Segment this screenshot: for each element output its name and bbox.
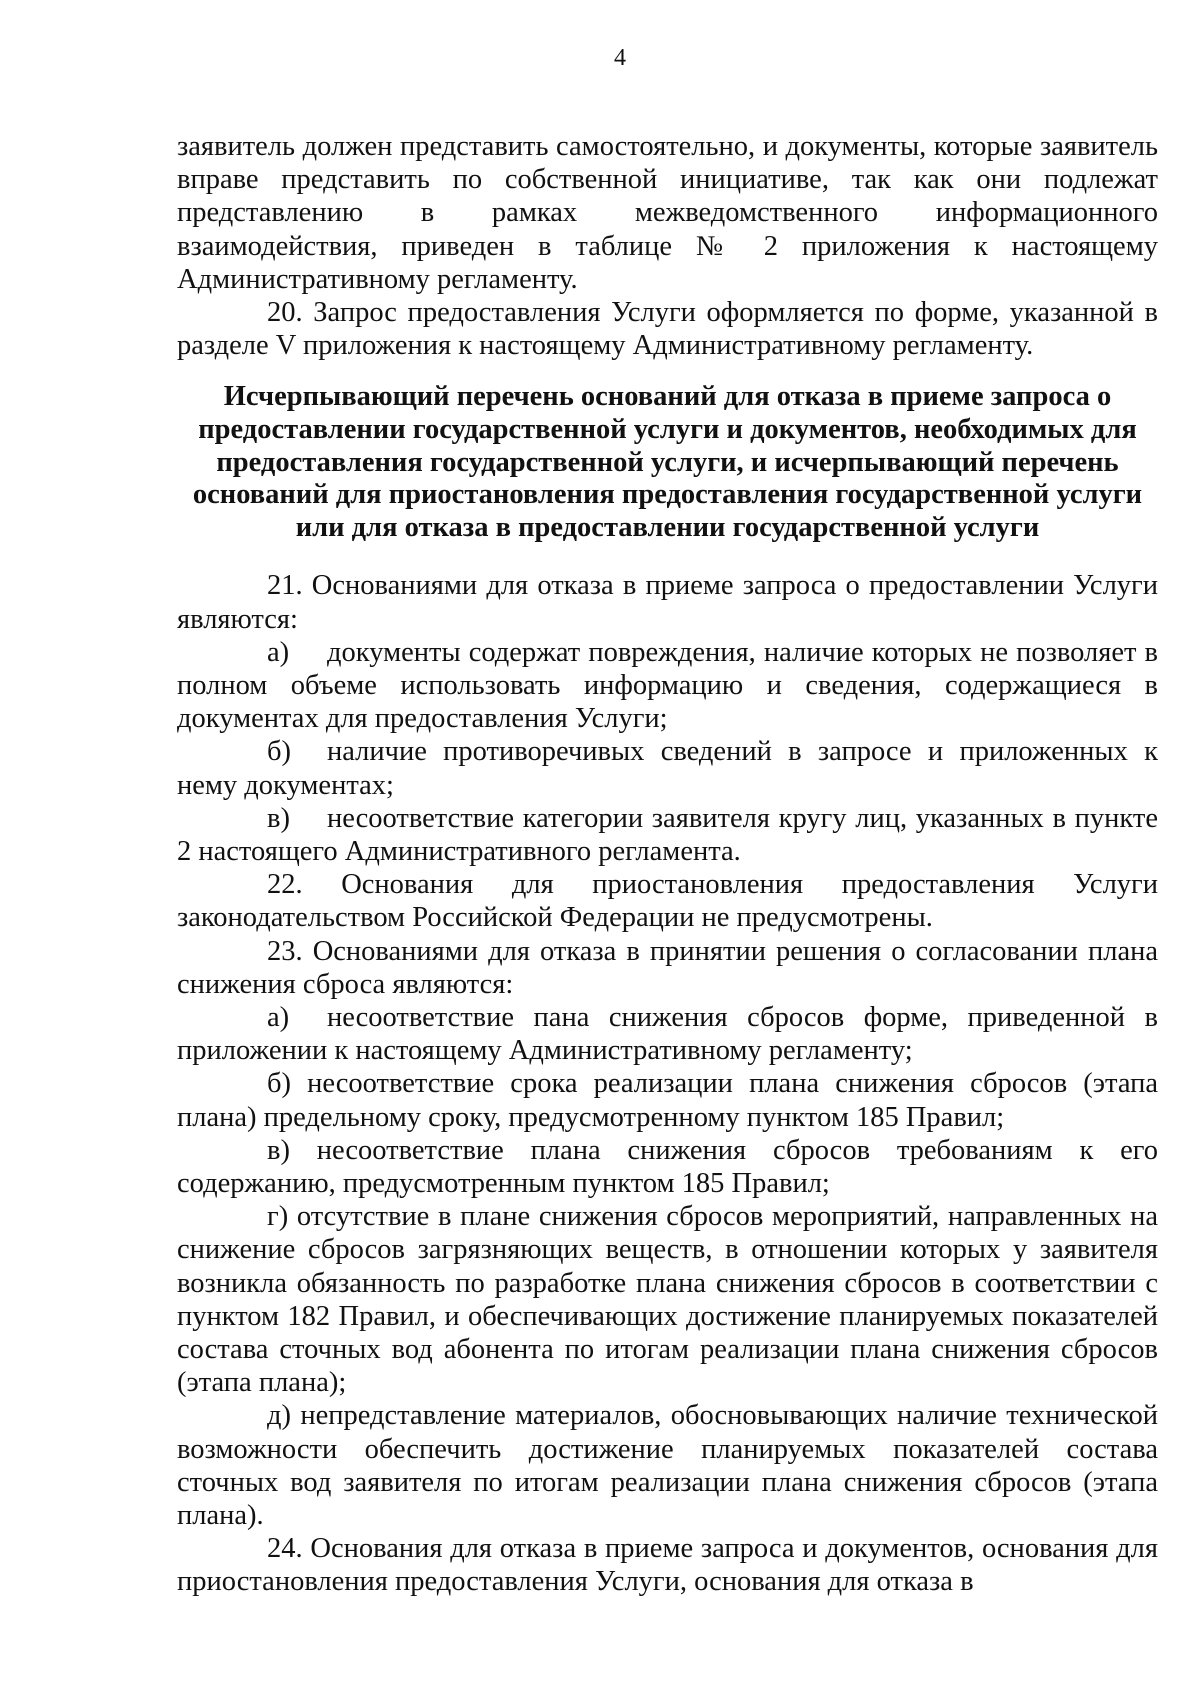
item-text: несоответствие категории заявителя кругу лиц, указанных в пункте 2 настоящего Административного регламента. [177,802,1158,868]
paragraph-21-v [177,802,1158,868]
paragraph-23-d: д) непредставление материалов, обосновывающих наличие технической возможности обеспечить достижение планируемых показателей состава сточных вод заявителя по итогам реализации плана снижения сбросов (этапа плана). [177,1400,1158,1532]
paragraph-20: 20. Запрос предоставления Услуги оформляется по форме, указанной в разделе V приложения к настоящему Административному регламенту. [177,297,1158,362]
paragraph-21: 21. Основаниями для отказа в приеме запроса о предоставлении Услуги являются: [177,570,1158,635]
paragraph-21-b [177,735,1158,801]
paragraph-23-b: б) несоответствие срока реализации плана снижения сбросов (этапа плана) предельному сроку, предусмотренному пунктом 185 Правил; [177,1068,1158,1133]
paragraph-23-g: г) отсутствие в плане снижения сбросов мероприятий, направленных на снижение сбросов загрязняющих веществ, в отношении которых у заявителя возникла обязанность по разработке плана снижения сбросов в соответствии с пунктом 182 Правил, и обеспечивающих достижение планируемых показателей состава сточных вод абонента по итогам реализации плана снижения сбросов (этапа плана); [177,1201,1158,1399]
paragraph-23-v: в) несоответствие плана снижения сбросов требованиям к его содержанию, предусмотренным пунктом 185 Правил; [177,1134,1158,1200]
item-text: наличие противоречивых сведений в запросе и приложенных к нему документах; [177,736,1158,801]
document-body [177,130,1158,1599]
paragraph-23-a [177,1001,1158,1067]
paragraph-23: 23. Основаниями для отказа в принятии решения о согласовании плана снижения сброса являются: [177,935,1158,1000]
item-label: в) [267,802,290,834]
item-text: несоответствие пана снижения сбросов форме, приведенной в приложении к настоящему Административному регламенту; [177,1002,1158,1067]
item-label: б) [267,736,291,768]
paragraph-21-a [177,636,1158,736]
item-label: а) [267,636,290,668]
paragraph-continuation: заявитель должен представить самостоятельно, и документы, которые заявитель вправе представить по собственной инициативе, так как они подлежат представлению в рамках межведомственного информационного взаимодействия, приведен в таблице № 2 приложения к настоящему Административному регламенту. [177,131,1158,295]
page-number: 4 [614,45,626,71]
paragraph-22: 22. Основания для приостановления предоставления Услуги законодательством Российской Федерации не предусмотрены. [177,869,1158,934]
paragraph-24: 24. Основания для отказа в приеме запроса и документов, основания для приостановления предоставления Услуги, основания для отказа в [177,1533,1158,1598]
item-label: а) [267,1002,290,1034]
section-heading: Исчерпывающий перечень оснований для отказа в приеме запроса о предоставлении государственной услуги и документов, необходимых для предоставления государственной услуги, и исчерпывающий перечень оснований для приостановления предоставления государственной услуги или для отказа в предоставлении государственной услуги [192,381,1143,543]
item-text: документы содержат повреждения, наличие которых не позволяет в полном объеме использовать информацию и сведения, содержащиеся в документах для предоставления Услуги; [177,636,1158,735]
